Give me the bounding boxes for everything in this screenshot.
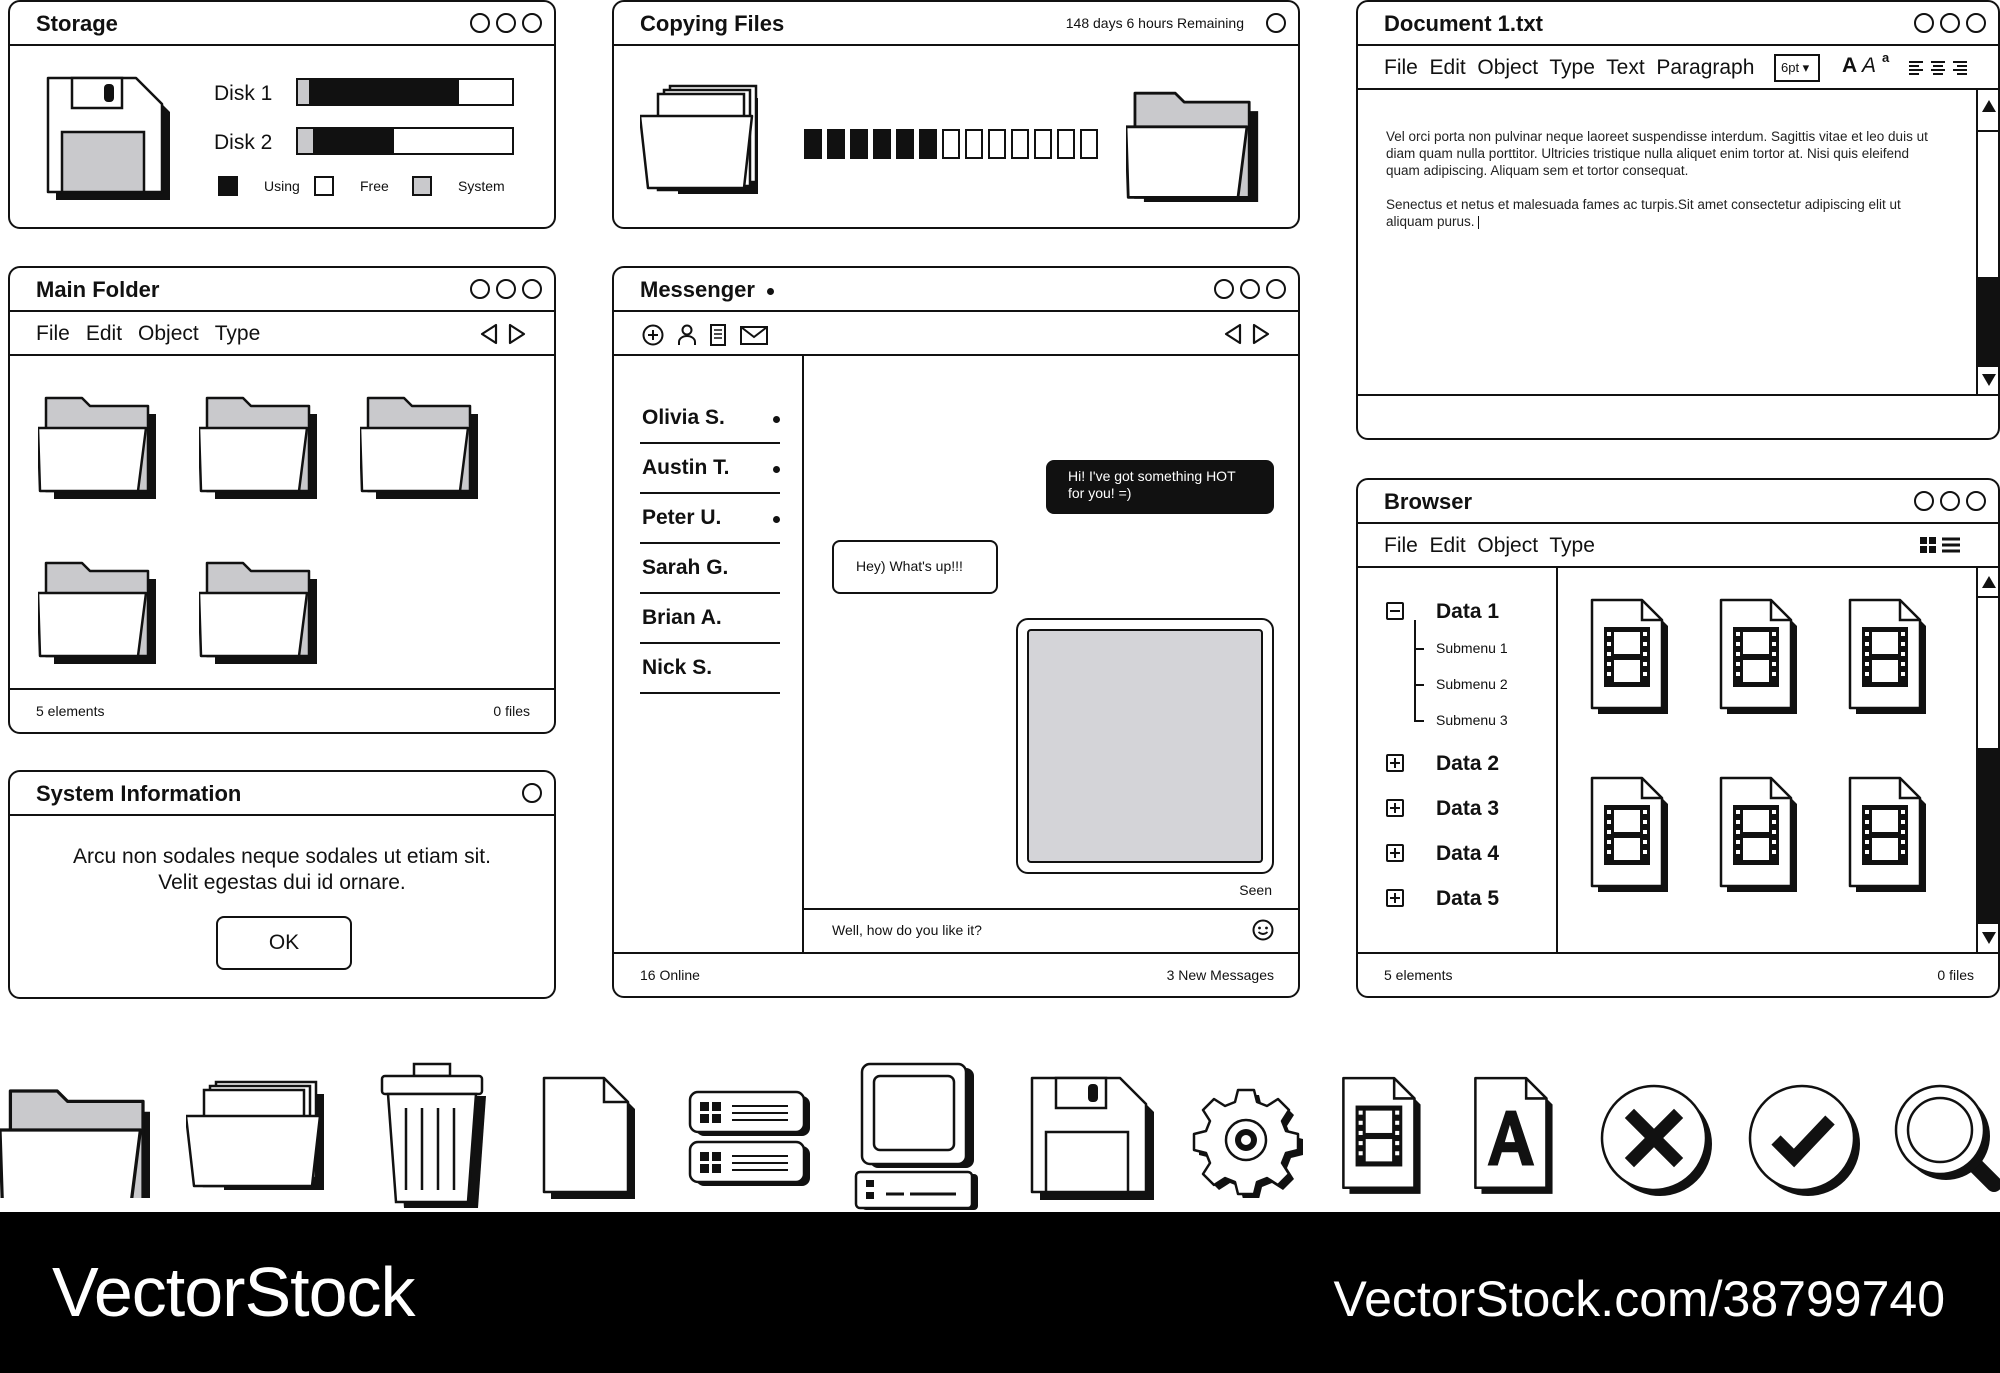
folder-icon[interactable] [38,388,168,504]
tree-data4[interactable]: Data 4 [1436,842,1500,865]
online-count: 16 Online [640,967,700,983]
mail-icon[interactable] [740,326,768,345]
watermark-strip [0,1212,2000,1373]
font-italic-icon[interactable]: A [1862,54,1877,77]
maximize-button[interactable] [496,279,516,299]
contact-name: Olivia S. [642,406,725,429]
gear-icon[interactable] [1188,1082,1304,1198]
maximize-button[interactable] [496,13,516,33]
menu-type[interactable]: Type [214,322,261,345]
element-count: 5 elements [36,703,105,719]
add-icon[interactable] [642,324,664,346]
image-placeholder [1027,629,1263,863]
minimize-button[interactable] [1914,491,1934,511]
legend-free-label: Free [360,178,389,194]
video-file-icon[interactable] [1713,770,1809,900]
copying-title: Copying Files [640,11,785,36]
progress-segment-empty [988,129,1006,159]
scroll-track-fill [1978,277,1998,367]
tree-submenu-3[interactable]: Submenu 3 [1436,712,1508,728]
contact-name: Peter U. [642,506,722,529]
disk1-usage-bar [296,78,514,106]
folder-icon[interactable] [38,553,168,669]
tree-data1[interactable]: Data 1 [1436,600,1500,623]
minimize-button[interactable] [470,279,490,299]
document-window [1356,0,2000,440]
grid-view-icon[interactable] [1920,537,1936,553]
scroll-down-icon[interactable] [1982,374,1996,386]
contact-item[interactable] [640,644,780,694]
emoji-icon[interactable] [1252,919,1274,941]
scroll-down-icon[interactable] [1982,932,1996,944]
legend-using [218,176,300,196]
text-cursor [1478,216,1480,229]
document-scrollbar[interactable] [1976,90,1998,394]
messenger-title-text: Messenger [640,277,755,302]
window-controls [1914,491,1986,511]
main-folder-title: Main Folder [36,277,160,302]
font-bold-icon[interactable]: A [1842,54,1858,77]
message-line-2: Velit egestas dui id ornare. [158,871,406,894]
folder-icon[interactable] [199,388,329,504]
messenger-footer [614,952,1298,996]
storage-title: Storage [36,11,118,36]
menu-file[interactable]: File [36,322,70,345]
search-icon[interactable] [1890,1080,2000,1200]
disk1-using-fill [309,80,459,104]
progress-segment-filled [827,129,845,159]
legend-system-label: System [458,178,505,194]
maximize-button[interactable] [1940,13,1960,33]
seen-indicator: Seen [1239,882,1272,898]
progress-segment-empty [1011,129,1029,159]
forward-arrow-icon[interactable] [508,323,526,345]
copying-window [612,0,1300,229]
expand-data4-icon[interactable] [1386,844,1404,862]
image-attachment[interactable] [1016,618,1274,874]
superscript-icon[interactable]: a [1882,50,1890,65]
messenger-toolbar [614,312,1298,356]
minimize-button[interactable] [470,13,490,33]
tree-data5[interactable]: Data 5 [1436,887,1500,910]
legend-system [412,176,505,196]
contact-name: Austin T. [642,456,730,479]
align-right-icon[interactable] [1952,60,1968,76]
browser-titlebar [1358,480,1998,524]
contact-item[interactable] [640,494,780,544]
maximize-button[interactable] [1240,279,1260,299]
tree-submenu-2[interactable]: Submenu 2 [1436,676,1508,692]
main-folder-menu [36,322,260,346]
message-line-1: Arcu non sodales neque sodales ut etiam sit. [73,845,491,868]
document-menu[interactable] [1384,56,1754,80]
check-icon[interactable] [1744,1080,1864,1200]
close-button[interactable] [1266,13,1286,33]
scroll-up-icon[interactable] [1982,576,1996,588]
folder-icon[interactable] [0,1078,150,1198]
document-statusbar [1358,394,1998,396]
messenger-titlebar [614,268,1298,312]
window-controls [470,13,542,33]
main-folder-window [8,266,556,734]
tree-branch-tick [1414,720,1424,722]
document-menubar [1358,46,1998,90]
close-button[interactable] [522,783,542,803]
font-file-icon[interactable] [1466,1070,1566,1202]
font-size-value: 6pt ▾ [1781,60,1810,75]
online-dot [773,466,780,473]
scroll-up-icon[interactable] [1982,100,1996,112]
contact-item[interactable] [640,444,780,494]
collapse-data1-icon[interactable] [1386,602,1404,620]
scroll-thumb[interactable] [1978,596,1998,750]
close-icon[interactable] [1596,1080,1716,1200]
storage-window [8,0,556,229]
document-paragraph-2[interactable] [1386,196,1946,230]
incoming-message: Hi! I've got something HOT for you! =) [1046,460,1274,514]
ok-button-label: OK [268,931,300,954]
progress-segment-filled [896,129,914,159]
browser-title: Browser [1384,489,1473,514]
close-button[interactable] [1966,13,1986,33]
using-swatch [218,176,238,196]
tree-data3[interactable]: Data 3 [1436,797,1500,820]
contact-item[interactable] [640,594,780,644]
close-button[interactable] [1266,279,1286,299]
progress-segment-filled [873,129,891,159]
tree-data2[interactable]: Data 2 [1436,752,1500,775]
contact-name: Nick S. [642,656,713,679]
floppy-disk-icon[interactable] [1028,1074,1156,1202]
disk2-using-fill [313,129,394,153]
video-file-icon[interactable] [1334,1070,1434,1202]
progress-segment-empty [965,129,983,159]
video-file-icon[interactable] [1584,770,1680,900]
tree-submenu-1[interactable]: Submenu 1 [1436,640,1508,656]
file-count: 0 files [493,703,530,719]
messenger-title [640,277,774,303]
browser-footer [1358,952,1998,996]
browser-menu-items[interactable]: File Edit Object Type [1384,534,1595,557]
user-icon[interactable] [678,324,696,346]
list-view-icon[interactable] [1942,537,1960,553]
close-button[interactable] [522,279,542,299]
video-file-icon[interactable] [1713,592,1809,722]
window-controls [1914,13,1986,33]
browser-window [1356,478,2000,998]
disk2-label: Disk 2 [214,131,273,154]
system-info-titlebar [10,772,554,816]
nav-arrows [480,323,526,345]
browser-menu[interactable] [1384,534,1595,558]
storage-titlebar [10,2,554,46]
server-icon[interactable] [686,1088,816,1188]
source-folder-icon [640,82,790,202]
menu-object[interactable]: Object [138,322,199,345]
video-file-icon[interactable] [1842,770,1938,900]
progress-segment-empty [942,129,960,159]
tree-branch-tick [1414,648,1424,650]
notes-icon[interactable] [710,324,726,346]
video-file-icon[interactable] [1584,592,1680,722]
nav-arrows [1224,323,1270,345]
progress-segment-empty [1080,129,1098,159]
progress-segment-empty [1057,129,1075,159]
menu-edit[interactable]: Edit [85,322,123,345]
main-folder-footer [10,688,554,732]
time-remaining: 148 days 6 hours Remaining [1065,15,1244,31]
document-title: Document 1.txt [1384,11,1543,36]
ok-button[interactable] [216,916,352,970]
tree-divider [1556,568,1558,954]
new-messages-count: 3 New Messages [1166,967,1274,983]
window-controls [1214,279,1286,299]
copying-titlebar [614,2,1298,46]
back-arrow-icon[interactable] [480,323,498,345]
expand-data2-icon[interactable] [1386,754,1404,772]
document-menu-items[interactable]: File Edit Object Type Text Paragraph [1384,56,1755,79]
align-left-icon[interactable] [1908,60,1924,76]
brand-url: VectorStock.com/38799740 [1333,1271,1945,1327]
document-titlebar [1358,2,1998,46]
floppy-disk-icon [44,74,170,202]
font-size-select[interactable] [1774,54,1820,82]
disk2-usage-bar [296,127,514,155]
messenger-window [612,266,1300,998]
browser-menubar [1358,524,1998,568]
expand-data5-icon[interactable] [1386,889,1404,907]
close-button[interactable] [522,13,542,33]
disk1-label: Disk 1 [214,82,273,105]
contact-name: Sarah G. [642,556,729,579]
main-folder-titlebar [10,268,554,312]
minimize-button[interactable] [1914,13,1934,33]
element-count: 5 elements [1384,967,1453,983]
main-folder-menubar [10,312,554,356]
file-count: 0 files [1937,967,1974,983]
progress-segment-filled [919,129,937,159]
back-arrow-icon[interactable] [1224,323,1242,345]
status-dot [767,288,774,295]
legend-using-label: Using [264,178,300,194]
minimize-button[interactable] [1214,279,1234,299]
online-dot [773,416,780,423]
contact-item[interactable] [640,544,780,594]
tree-branch-line [1414,620,1416,720]
system-info-dialog [8,770,556,999]
forward-arrow-icon[interactable] [1252,323,1270,345]
progress-segment-empty [1034,129,1052,159]
progress-segment-filled [804,129,822,159]
align-center-icon[interactable] [1930,60,1946,76]
legend-free [314,176,389,196]
window-controls [1266,13,1286,33]
system-info-title: System Information [36,781,242,806]
system-info-message [10,844,554,896]
close-button[interactable] [1966,491,1986,511]
expand-data3-icon[interactable] [1386,799,1404,817]
documents-folder-icon[interactable] [186,1078,336,1198]
scroll-thumb[interactable] [1978,130,1998,279]
folder-icon[interactable] [360,388,490,504]
free-swatch [314,176,334,196]
window-controls [522,783,542,803]
blank-file-icon[interactable] [540,1074,640,1204]
contacts-divider [802,356,804,954]
outgoing-message: Hey) What's up!!! [832,540,998,594]
document-paragraph-2-text: Senectus et netus et malesuada fames ac turpis.Sit amet consectetur adipiscing elit ut aliquam purus. [1386,197,1901,229]
window-controls [470,279,542,299]
brand-logo: VectorStock [52,1253,415,1331]
video-file-icon[interactable] [1842,592,1938,722]
computer-icon[interactable] [854,1060,984,1212]
online-dot [773,516,780,523]
target-folder-icon [1126,82,1276,202]
maximize-button[interactable] [1940,491,1960,511]
tree-branch-tick [1414,684,1424,686]
folder-icon[interactable] [199,553,329,669]
scroll-track-fill [1978,748,1998,924]
document-paragraph-1[interactable]: Vel orci porta non pulvinar neque laoreet suspendisse interdum. Sagittis vitae et leo duis ut diam quam nulla porttitor. Ultricies tristique nulla aliquet enim tortor at. Nisi quis eleifend quam adipiscing. Aliquam sem et tortor consequat. [1386,129,1928,178]
system-swatch [412,176,432,196]
progress-segment-filled [850,129,868,159]
message-input[interactable]: Well, how do you like it? [832,922,982,938]
contact-item[interactable] [640,394,780,444]
contact-name: Brian A. [642,606,722,629]
browser-scrollbar[interactable] [1976,568,1998,954]
trash-icon[interactable] [378,1060,488,1210]
